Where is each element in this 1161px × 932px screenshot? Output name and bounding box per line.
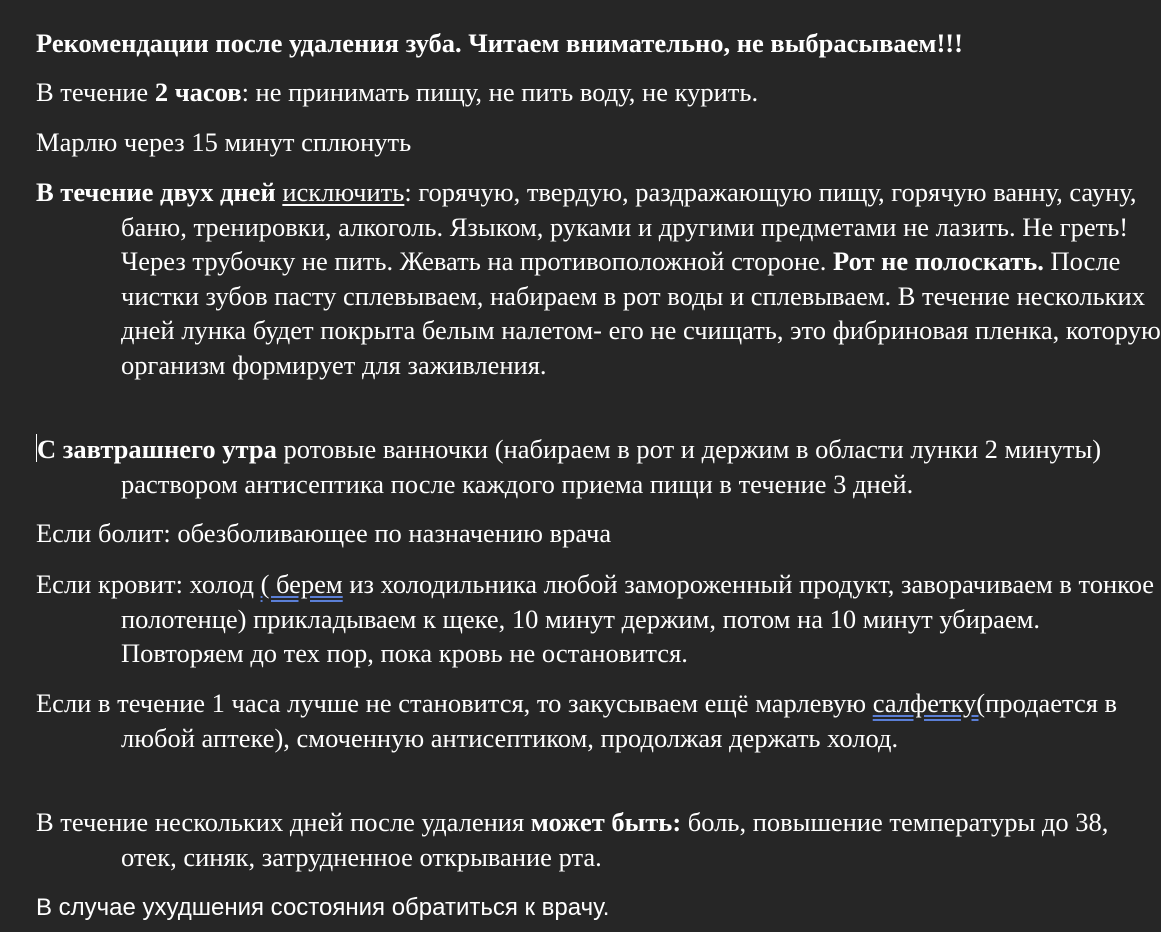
p9-post: боль, повышение температуры до 38, отек, синяк, затрудненное открывание рта. [121, 807, 1109, 872]
p7-post: из холодильника любой замороженный продукт, заворачиваем в тонкое полотенце) прикладываем к щеке, 10 минут держим, потом на 10 минут убираем. Повторяем до тех пор, пока кровь не остановится. [121, 569, 1155, 668]
paragraph-contact-doctor [36, 891, 1161, 926]
p7-pre: Если кровит: холод [36, 569, 261, 599]
p9-bold: может быть: [530, 807, 682, 837]
document-title [36, 26, 1161, 61]
paragraph-two-days [36, 175, 1161, 382]
p2-post: : не принимать пищу, не пить воду, не курить. [241, 77, 759, 107]
p2-bold: 2 часов [154, 77, 242, 107]
p6-text: Если болит: обезболивающее по назначению врача [36, 518, 612, 548]
p4-underlined: исключить [282, 177, 405, 207]
p3-text: Марлю через 15 минут сплюнуть [36, 127, 412, 157]
paragraph-2-hours [36, 75, 1161, 110]
p5-text: ротовые ванночки (набираем в рот и держим в области лунки 2 минуты) раствором антисептика после каждого приема пищи в течение 3 дней. [121, 434, 1102, 499]
paragraph-if-bleeding [36, 567, 1161, 671]
paragraph-gauze [36, 125, 1161, 160]
p4-bold2: Рот не полоскать. [833, 246, 1044, 276]
p7-underlined: ( берем [260, 569, 343, 599]
p4-text1: : горячую, твердую, раздражающую пищу, горячую ванну, сауну, баню, тренировки, алкоголь. Языком, руками и другими предметами не лазить. Не греть! Через трубочку не пить. Жевать на противоположной стороне. [121, 177, 1137, 276]
p8-post: продается в любой аптеке), смоченную антисептиком, продолжая держать холод. [121, 688, 1118, 753]
paragraph-if-pain [36, 516, 1161, 551]
paragraph-may-be [36, 805, 1161, 874]
p10-text: В случае ухудшения состояния обратиться к врачу. [36, 894, 610, 921]
paragraph-tomorrow-morning [36, 432, 1161, 501]
title-text: Рекомендации после удаления зуба. Читаем внимательно, не выбрасываем!!! [36, 28, 963, 58]
p4-bold1: В течение двух дней [36, 177, 276, 207]
p9-pre: В течение нескольких дней после удаления [36, 807, 531, 837]
p5-bold: С завтрашнего утра [37, 434, 277, 464]
p8-pre: Если в течение 1 часа лучше не становится, то закусываем ещё марлевую [36, 688, 873, 718]
p8-underlined: салфетку( [872, 688, 986, 718]
p4-text2: После чистки зубов пасту сплевываем, набираем в рот воды и сплевываем. В течение нескольких дней лунка будет покрыта белым налетом- его не счищать, это фибриновая пленка, которую организм формирует для заживления. [121, 246, 1161, 380]
paragraph-one-hour [36, 686, 1161, 755]
p2-pre: В течение [36, 77, 155, 107]
